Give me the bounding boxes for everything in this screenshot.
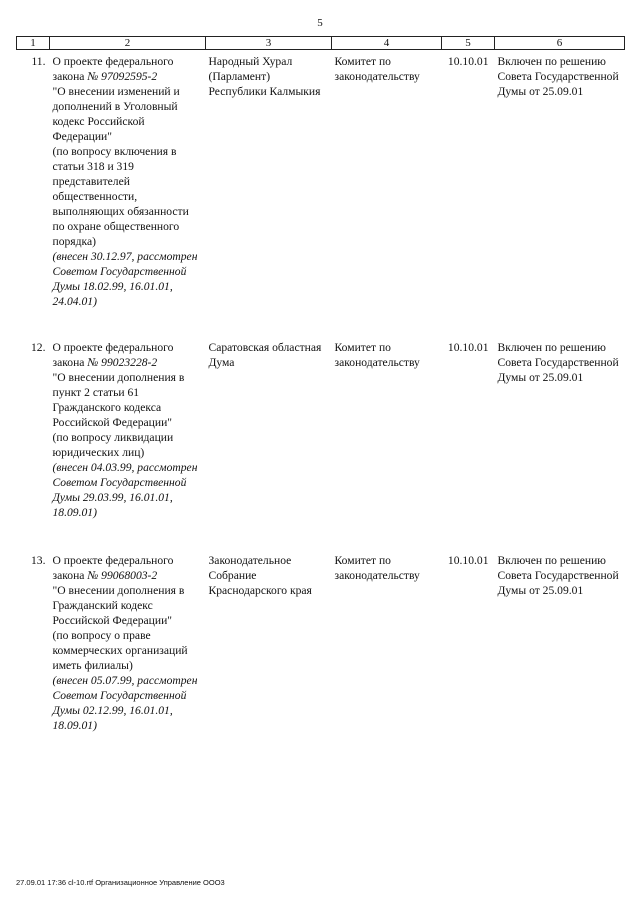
bill-description (50, 549, 206, 763)
bill-note: (по вопросу включения в статьи 318 и 319 представителей общественности, выполняющих обязанности по охране общественного порядка) (52, 145, 189, 248)
bill-description (50, 336, 206, 549)
bill-intro: О проекте федерального (52, 341, 174, 354)
bill-prefix: закона (52, 356, 85, 369)
review-date: 10.10.01 (447, 55, 489, 68)
column-header-1: 1 (17, 37, 50, 50)
document-footer: 27.09.01 17:36 cl-10.rtf Организационное Управление ООО3 (16, 878, 225, 887)
bill-number-line (53, 69, 204, 84)
bill-author: Народный Хурал (Парламент) Республики Калмыкия (208, 55, 321, 98)
bill-intro: О проекте федерального (52, 554, 174, 567)
bill-number-line (53, 355, 204, 370)
column-header-5: 5 (442, 37, 495, 50)
column-header-6: 6 (495, 37, 625, 50)
row-number: 13. (31, 554, 46, 567)
bill-number-line (53, 568, 204, 583)
bill-description (50, 50, 206, 337)
review-date: 10.10.01 (447, 554, 489, 567)
responsible-committee: Комитет по законодательству (334, 55, 420, 83)
bill-status: Включен по решению Совета Государственной Думы от 25.09.01 (497, 554, 619, 597)
column-header-3: 3 (206, 37, 332, 50)
table-row (17, 50, 625, 337)
bill-title: "О внесении дополнения в пункт 2 статьи 61 Гражданского кодекса Российской Федерации" (52, 371, 185, 429)
bill-number: № 97092595-2 (87, 70, 158, 83)
bill-number: № 99068003-2 (87, 569, 158, 582)
responsible-committee: Комитет по законодательству (334, 341, 420, 369)
bill-prefix: закона (52, 70, 85, 83)
page-number: 5 (317, 17, 323, 29)
bill-status: Включен по решению Совета Государственной Думы от 25.09.01 (497, 55, 619, 98)
bill-intro: О проекте федерального (52, 55, 174, 68)
bill-number: № 99023228-2 (87, 356, 158, 369)
bill-note: (по вопросу ликвидации юридических лиц) (52, 431, 174, 459)
table-row (17, 336, 625, 549)
table-header (17, 37, 625, 50)
row-number: 11. (31, 55, 46, 68)
column-header-2: 2 (50, 37, 206, 50)
bill-title: "О внесении дополнения в Гражданский кодекс Российской Федерации" (52, 584, 185, 627)
bill-registry-table (16, 36, 625, 763)
column-number-row (17, 37, 625, 50)
bill-history: (внесен 05.07.99, рассмотрен Советом Государственной Думы 02.12.99, 16.01.01, 18.09.01) (52, 674, 198, 732)
responsible-committee: Комитет по законодательству (334, 554, 420, 582)
column-header-4: 4 (332, 37, 442, 50)
bill-status: Включен по решению Совета Государственной Думы от 25.09.01 (497, 341, 619, 384)
bill-author: Саратовская областная Дума (208, 341, 322, 369)
review-date: 10.10.01 (447, 341, 489, 354)
bill-title: "О внесении изменений и дополнений в Уголовный кодекс Российской Федерации" (52, 85, 180, 143)
bill-history: (внесен 30.12.97, рассмотрен Советом Государственной Думы 18.02.99, 16.01.01, 24.04.01) (52, 250, 198, 308)
bill-author: Законодательное Собрание Краснодарского края (208, 554, 312, 597)
row-number: 12. (31, 341, 46, 354)
bill-prefix: закона (52, 569, 85, 582)
bill-history: (внесен 04.03.99, рассмотрен Советом Государственной Думы 29.03.99, 16.01.01, 18.09.01) (52, 461, 198, 519)
bill-note: (по вопросу о праве коммерческих организаций иметь филиалы) (52, 629, 188, 672)
table-row (17, 549, 625, 763)
